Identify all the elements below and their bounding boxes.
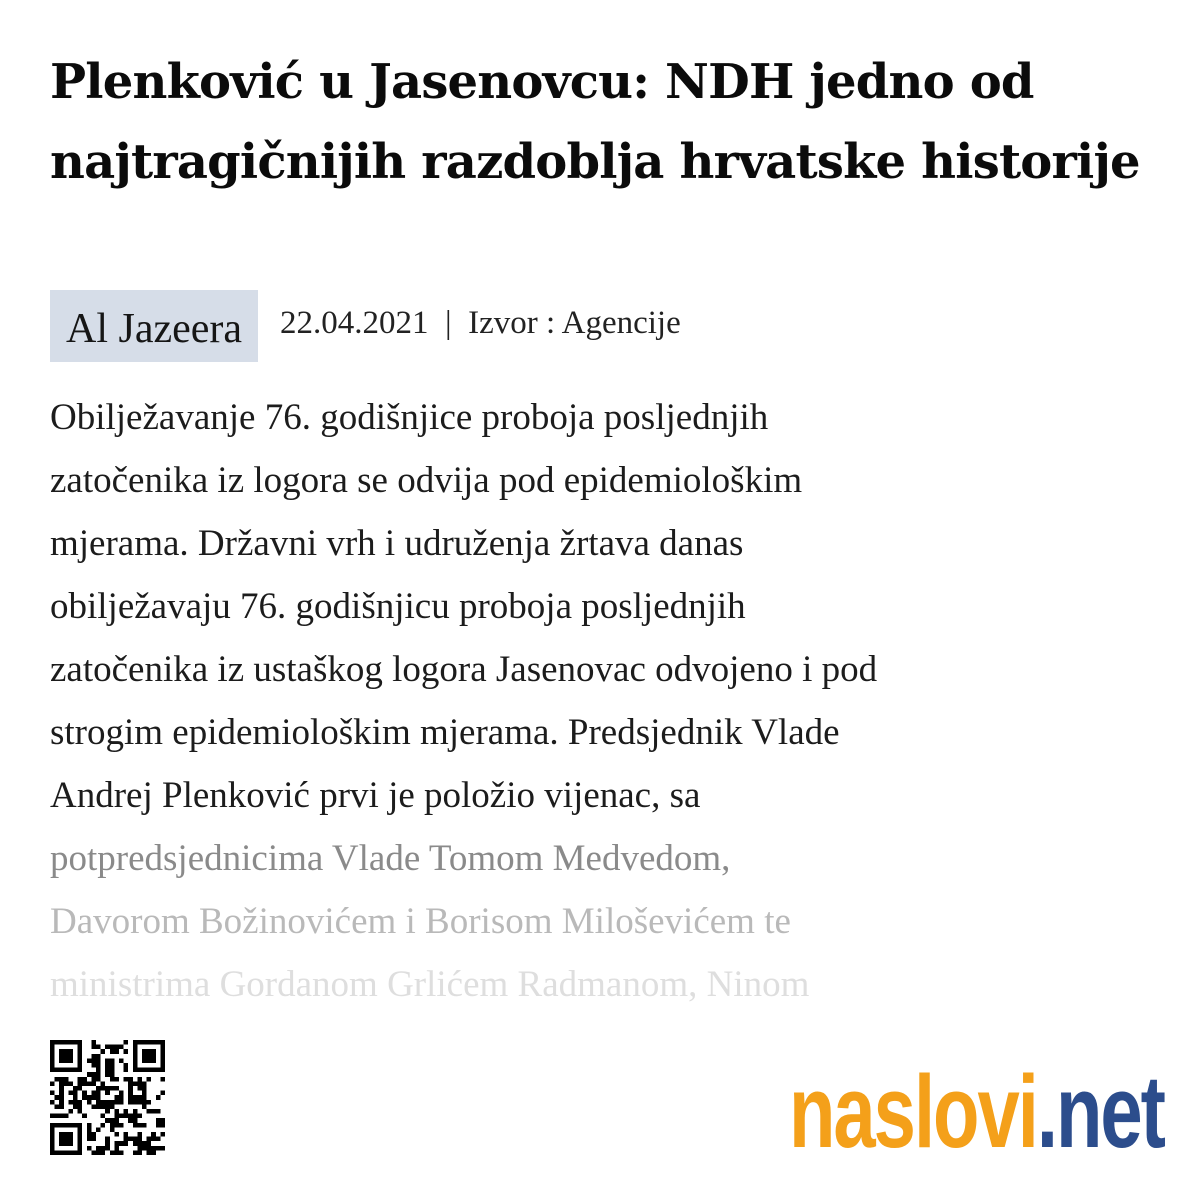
body-line: zatočenika iz logora se odvija pod epidemiološkim <box>50 460 803 501</box>
article-headline: Plenković u Jasenovcu: NDH jedno od najtragičnijih razdoblja hrvatske historije <box>50 54 1140 190</box>
body-line-faded: Davorom Božinovićem i Borisom Miloševićem te <box>50 901 791 942</box>
qr-code-icon[interactable] <box>50 1040 165 1155</box>
date-source-line: 22.04.2021 | Izvor : Agencije <box>280 304 681 341</box>
body-line: Obilježavanje 76. godišnjice proboja posljednjih <box>50 397 769 438</box>
body-line: Andrej Plenković prvi je položio vijenac, sa <box>50 775 701 816</box>
source-badge[interactable]: Al Jazeera <box>50 290 258 362</box>
logo-text-naslovi: naslovi <box>788 1055 1037 1170</box>
body-line-faded: ministrima Gordanom Grlićem Radmanom, Ninom <box>50 964 810 1005</box>
body-line: zatočenika iz ustaškog logora Jasenovac odvojeno i pod <box>50 649 878 690</box>
body-line: strogim epidemiološkim mjerama. Predsjednik Vlade <box>50 712 840 753</box>
naslovi-net-logo[interactable] <box>788 1055 1164 1170</box>
body-line: obilježavaju 76. godišnjicu proboja posljednjih <box>50 586 746 627</box>
body-line-faded: potpredsjednicima Vlade Tomom Medvedom, <box>50 838 731 879</box>
body-line: mjerama. Državni vrh i udruženja žrtava danas <box>50 523 744 564</box>
article-body <box>50 386 1160 1006</box>
article-meta <box>50 290 681 362</box>
logo-text-net: .net <box>1036 1055 1164 1170</box>
